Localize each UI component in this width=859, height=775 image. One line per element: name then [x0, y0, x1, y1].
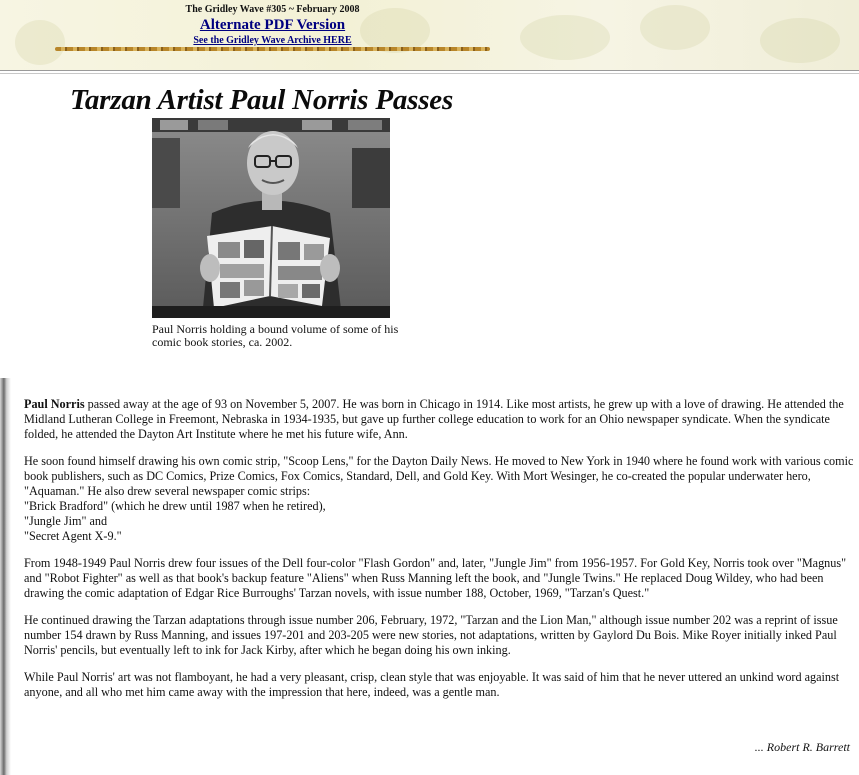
photo-illustration: [152, 118, 390, 318]
paragraph-3: From 1948-1949 Paul Norris drew four issues of the Dell four-color "Flash Gordon" and, later, "Jungle Jim" from 1956-1957. For Gold Key, Norris took over "Magnus" and "Robot Fighter" as well as that book's backup feature "Aliens" when Russ Manning left the book, and "Jungle Twins." He replaced Doug Wildey, who had been drawing the comic adaptation of Edgar Rice Burroughs' Tarzan novels, with issue number 188, October, 1969, "Tarzan's Quest.": [24, 556, 847, 600]
article-headline: Tarzan Artist Paul Norris Passes: [70, 84, 454, 116]
paragraph-5: While Paul Norris' art was not flamboyant, he had a very pleasant, crisp, clean style that was enjoyable. It was said of him that he never uttered an unkind word against anyone, and all who met him came away with the impression that here, indeed, was a gentle man.: [24, 670, 840, 699]
issue-line: The Gridley Wave #305 ~ February 2008: [185, 4, 360, 15]
divider: [0, 70, 859, 71]
paragraph-1: [24, 397, 854, 442]
paragraph-4: He continued drawing the Tarzan adaptations through issue number 206, February, 1972, "Tarzan and the Lion Man," although issue number 202 was a reprint of issue number 154 drawn by Russ Manning, and issues 197-201 and 203-205 were new stories, not adaptations, written by Gaylord Du Bois. Mike Royer initially inked Paul Norris' pencils, but eventually left to ink for Jack Kirby, after which he began doing his own inking.: [24, 613, 838, 657]
subject-name: Paul Norris: [24, 397, 85, 411]
leaf-decoration: [640, 5, 710, 50]
paragraph-1-text: passed away at the age of 93 on November 5, 2007. He was born in Chicago in 1914. Like most artists, he grew up with a love of drawing. He attended the Midland Lutheran College in Freemont, Nebraska in 1934-1935, but gave up further college education to work for an Ohio newspaper syndicate. When the syndicate folded, he attended the Dayton Art Institute where he met his future wife, Ann.: [24, 397, 844, 441]
paragraph-2-text: He soon found himself drawing his own comic strip, "Scoop Lens," for the Dayton Daily News. He moved to New York in 1940 where he found work with various comic book publishers, such as DC Comics, Prize Comics, Fox Comics, Standard, Dell, and Gold Key. With Mort Wesinger, he co-created the popular underwater hero, "Aquaman." He also drew several newspaper comic strips:: [24, 454, 854, 498]
leaf-decoration: [760, 18, 840, 63]
paragraph-2: [24, 454, 854, 544]
author-signature: ... Robert R. Barrett: [754, 740, 850, 754]
article-body: [24, 397, 854, 712]
banner-text: [0, 4, 545, 47]
strip-item: "Brick Bradford" (which he drew until 1987 when he retired),: [24, 499, 326, 513]
alternate-pdf-link[interactable]: Alternate PDF Version: [199, 17, 346, 33]
left-border-bar: [0, 378, 11, 775]
paul-norris-photo: [152, 118, 390, 318]
strip-item: "Secret Agent X-9.": [24, 529, 122, 543]
photo-caption: Paul Norris holding a bound volume of some of his comic book stories, ca. 2002.: [152, 322, 399, 349]
strip-item: "Jungle Jim" and: [24, 514, 108, 528]
divider: [0, 73, 859, 74]
archive-link[interactable]: See the Gridley Wave Archive HERE: [193, 35, 352, 46]
header-banner: [0, 0, 859, 70]
rope-divider: [55, 47, 490, 51]
